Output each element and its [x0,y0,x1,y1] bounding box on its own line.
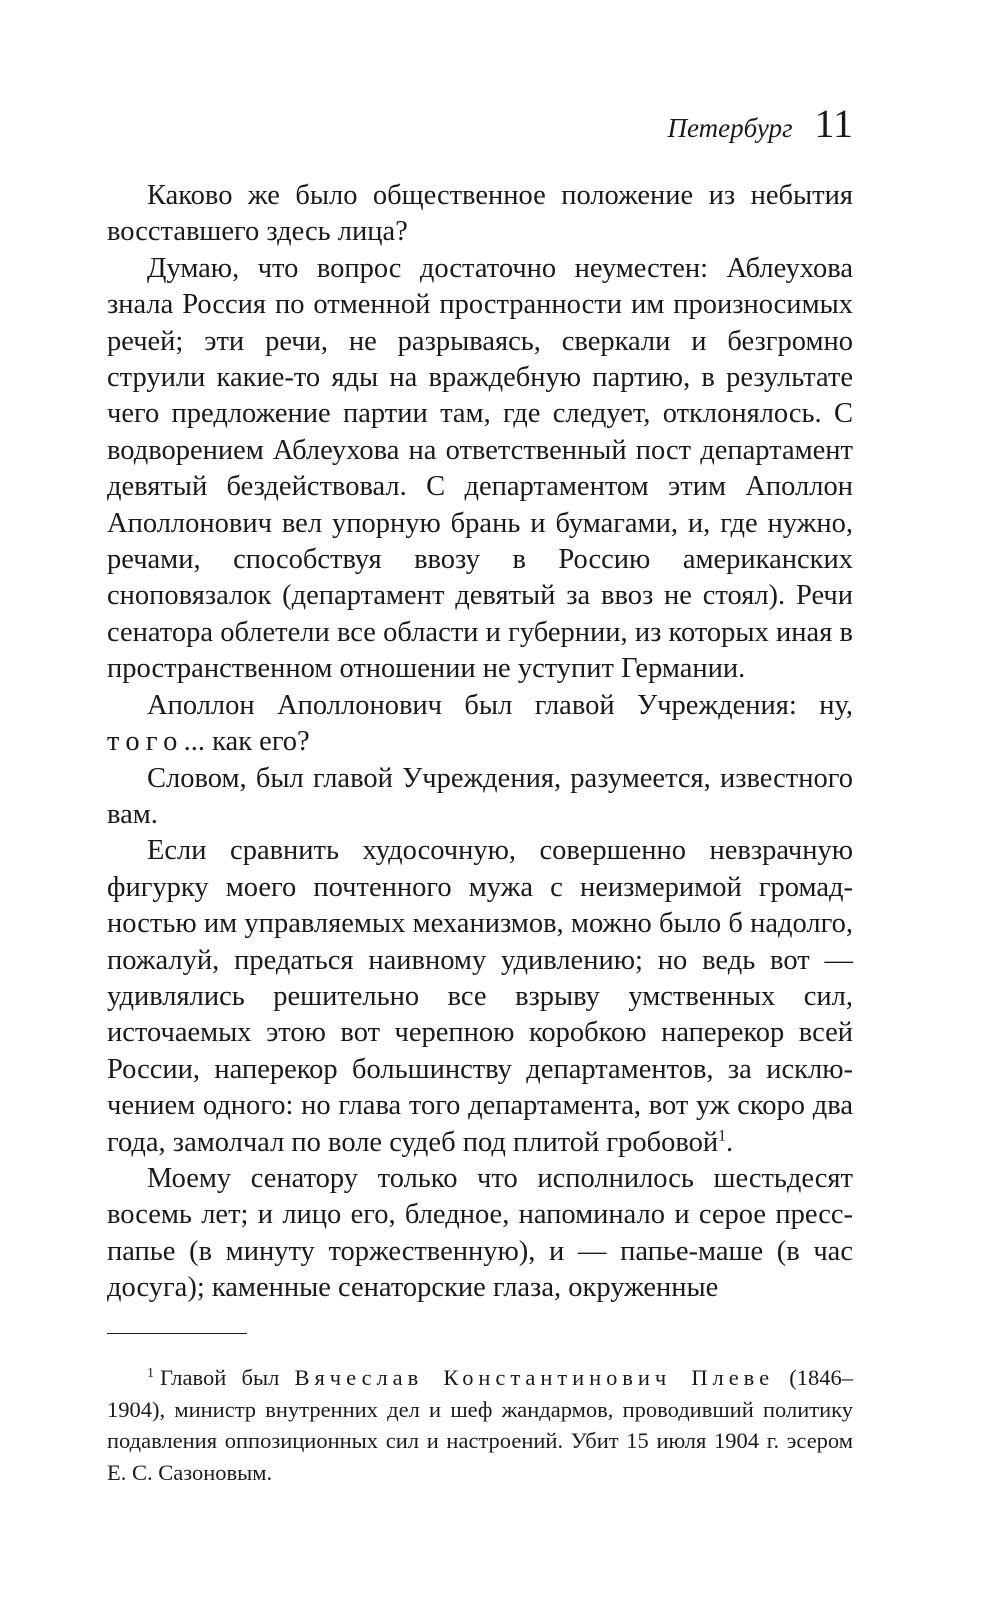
footnote-reference[interactable]: 1 [718,1127,726,1145]
paragraph-1 [107,178,853,251]
page-number: 11 [814,101,853,146]
paragraph-3-text-before: Аполлон Аполлонович был главой Учреждения: ну, [147,689,853,721]
footnote-divider [107,1333,247,1334]
running-header [667,100,853,160]
paragraph-3-text-after: ... как его? [183,726,310,758]
main-text [107,178,853,1307]
paragraph-5-text: Если сравнить худосочную, совершенно невзрачную фигурку моего почтенного мужа с неизмеримой громадностью им управляемых механизмов, можно было б надолго, пожалуй, предаться наивному удивлению; но ведь вот — удивлялись решительно все взрыву умственных сил, источаемых этою вот черепною коробкою наперекор всей России, наперекор большинству департаментов, за исключением одного: но глава того департамента, вот уж скоро два года, замолчал по воле судеб под плитой гробовой [107,835,853,1158]
footnote-text-before: Главой был [159,1365,295,1390]
paragraph-4 [107,761,853,834]
paragraph-3-spaced-word: того [107,726,184,758]
paragraph-5 [107,833,853,1161]
paragraph-3 [107,688,853,761]
running-title: Петербург [667,113,793,143]
footnote-spaced-name: Вячеслав Константинович Плеве [294,1365,775,1390]
footnote [107,1362,853,1488]
paragraph-1-text: Каково же было общественное положение из небытия восставшего здесь лица? [107,180,853,248]
paragraph-6-text: Моему сенатору только что исполнилось шестьдесят восемь лет; и лицо его, бледное, напоминало и серое пресс-папье (в минуту торжественную), и — папье-маше (в час досуга); каменные сенаторские глаза, окруженные [107,1162,853,1304]
footnote-mark: 1 [147,1365,154,1381]
paragraph-5-text-end: . [725,1126,734,1158]
paragraph-4-text: Словом, был главой Учреждения, разумеется, известного вам. [107,762,853,830]
footnote-text-after: (1846–1904), министр внутренних дел и шеф жандармов, проводивший политику подавления оппозиционных сил и настроений. Убит 15 июля 1904 г. эсером Е. С. Сазоновым. [107,1365,853,1485]
paragraph-6 [107,1161,853,1307]
paragraph-2-text: Думаю, что вопрос достаточно неуместен: Аблеухова знала Россия по отменной пространности им произносимых речей; эти речи, не разрываясь, сверкали и безгромно струили какие-то яды на враждебную партию, в результате чего предложение партии там, где следует, отклонялось. С водворением Аблеухова на ответственный пост департамент девятый бездействовал. С департаментом этим Аполлон Аполлонович вел упорную брань и бумагами, и, где нужно, речами, способствуя ввозу в Россию американских сноповязалок (департамент девятый за ввоз не стоял). Речи сенатора облетели все области и губернии, из которых иная в пространственном отношении не уступит Германии. [107,252,853,685]
paragraph-2 [107,251,853,688]
